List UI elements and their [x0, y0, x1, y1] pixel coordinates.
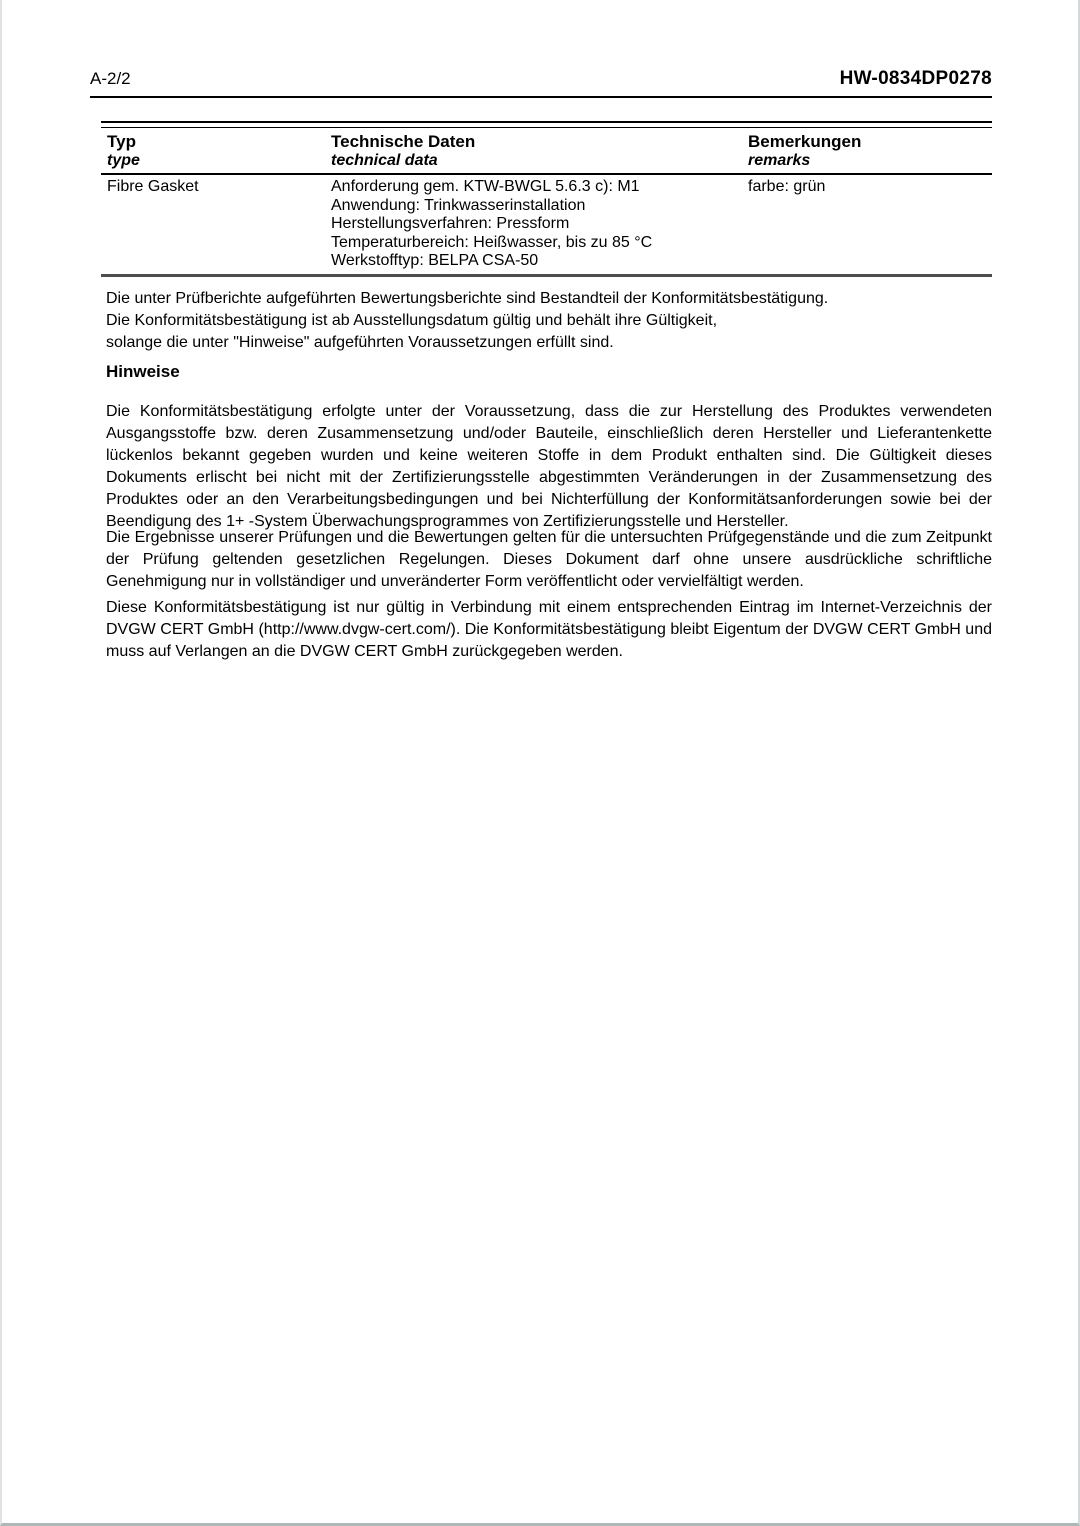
column-label: Bemerkungen	[748, 132, 862, 151]
spec-line: Herstellungsverfahren: Pressform	[331, 215, 570, 232]
spec-line: Anwendung: Trinkwasserinstallation	[331, 196, 586, 214]
page-header	[90, 68, 992, 98]
spec-line: Werkstofftyp: BELPA CSA-50	[331, 252, 539, 269]
intro-line-2: Die Konformitätsbestätigung ist ab Ausstellungsdatum gültig und behält ihre Gültigkeit,	[106, 312, 718, 329]
hinweise-paragraph-3: Diese Konformitätsbestätigung ist nur gültig in Verbindung mit einem entsprechenden Eintrag im Internet-Verzeichnis der DVGW CERT GmbH (http://www.dvgw-cert.com/). Die Konformitätsbestätigung bleibt Eigentum der DVGW CERT GmbH und muss auf Verlangen an die DVGW CERT GmbH zurückgegeben werden.	[106, 599, 992, 660]
col-header-technische-daten	[325, 128, 742, 174]
table-row	[101, 174, 992, 274]
column-sublabel: technical data	[331, 152, 438, 169]
hinweise-paragraph-1: Die Konformitätsbestätigung erfolgte unter der Voraussetzung, dass die zur Herstellung des Produktes verwendeten Ausgangsstoffe bzw. deren Zusammensetzung und/oder Bauteile, einschließlich deren Hersteller und Lieferantenkette lückenlos bekannt gegeben wurden und keine weiteren Stoffe in dem Produkt enthalten sind. Die Gültigkeit dieses Dokuments erlischt bei nicht mit der Zertifizierungsstelle abgestimmten Veränderungen in der Zusammensetzung des Produktes oder an den Verarbeitungsbedingungen und bei Nichterfüllung der Konformitätsanforderungen sowie bei der Beendigung des 1+ -System Überwachungsprogrammes von Zertifizierungsstelle und Hersteller.	[106, 403, 992, 530]
spec-table-grid	[101, 128, 992, 274]
table-header-row	[101, 128, 992, 174]
col-header-bemerkungen	[742, 128, 992, 174]
column-label: Typ	[107, 132, 136, 151]
intro-line-1: Die unter Prüfberichte aufgeführten Bewertungsberichte sind Bestandteil der Konformitätsbestätigung.	[106, 290, 829, 307]
document-number: HW-0834DP0278	[839, 68, 992, 89]
column-sublabel: type	[107, 152, 140, 169]
spec-line: Temperaturbereich: Heißwasser, bis zu 85 °C	[331, 233, 653, 251]
column-label: Technische Daten	[331, 132, 476, 151]
cell-typ: Fibre Gasket	[107, 178, 199, 195]
cell-technische-daten	[325, 174, 742, 274]
col-header-typ	[101, 128, 325, 174]
page-number: A-2/2	[90, 69, 131, 88]
table-bottom-rule	[101, 274, 992, 277]
intro-text	[106, 288, 992, 354]
column-sublabel: remarks	[748, 152, 811, 169]
intro-line-3: solange die unter "Hinweise" aufgeführten Voraussetzungen erfüllt sind.	[106, 334, 614, 351]
hinweise-paragraph-2: Die Ergebnisse unserer Prüfungen und die Bewertungen gelten für die untersuchten Prüfgegenstände und die zum Zeitpunkt der Prüfung geltenden gesetzlichen Regelungen. Dieses Dokument darf ohne unsere ausdrückliche schriftliche Genehmigung nur in vollständiger und unveränderter Form veröffentlicht oder vervielfältigt werden.	[106, 529, 992, 590]
table-top-rule-thick	[101, 121, 992, 123]
hinweise-heading: Hinweise	[106, 362, 180, 381]
spec-table	[101, 121, 992, 277]
spec-line: Anforderung gem. KTW-BWGL 5.6.3 c): M1	[331, 178, 640, 195]
cell-bemerkungen: farbe: grün	[748, 178, 826, 195]
